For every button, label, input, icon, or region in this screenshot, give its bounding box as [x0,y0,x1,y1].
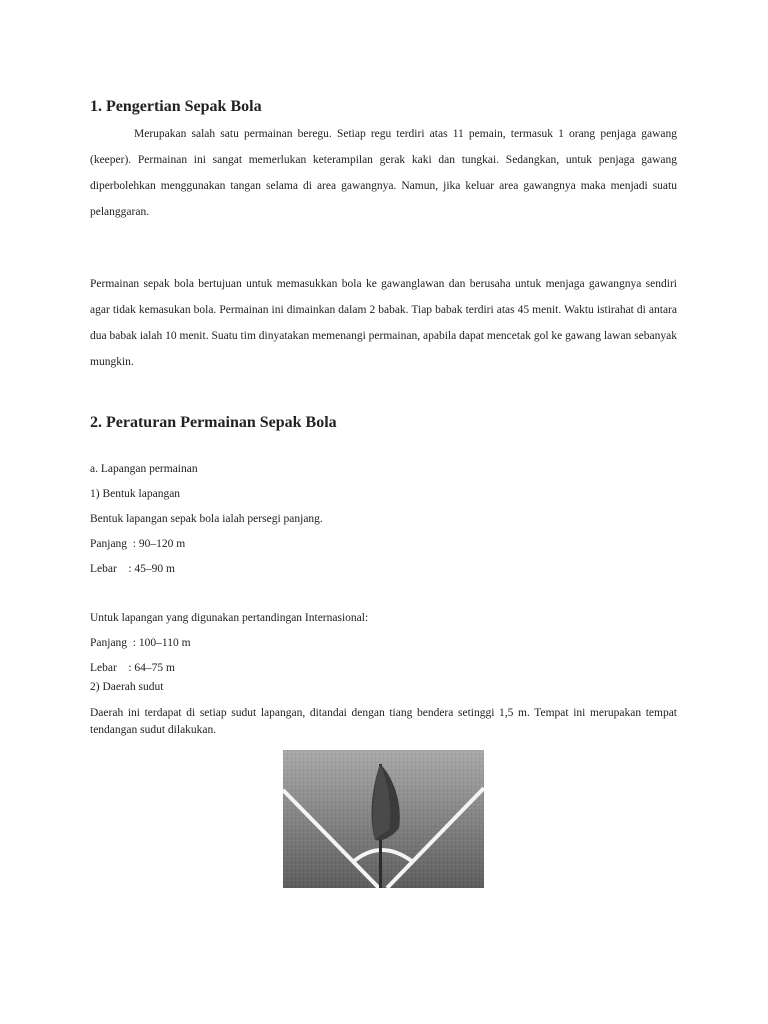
corner-text: Daerah ini terdapat di setiap sudut lapangan, ditandai dengan tiang bendera setinggi 1,5 m. Tempat ini merupakan tempat tendangan sudut dilakukan. [90,707,677,736]
corner-flag-illustration [283,750,484,888]
section1-paragraph2: Permainan sepak bola bertujuan untuk memasukkan bola ke gawanglawan dan berusaha untuk menjaga gawangnya sendiri agar tidak kemasukan bola. Permainan ini dimainkan dalam 2 babak. Tiap babak terdiri atas 45 menit. Waktu istirahat di antara dua babak ialah 10 menit. Suatu tim dinyatakan memenangi permainan, apabila dapat mencetak gol ke gawang lawan sebanyak mungkin. [90,278,677,368]
item-a-label: a. Lapangan permainan [90,463,198,475]
section1-paragraph1: Merupakan salah satu permainan beregu. Setiap regu terdiri atas 11 pemain, termasuk 1 orang penjaga gawang (keeper). Permainan ini sangat memerlukan keterampilan gerak kaki dan tungkai. Sedangkan, untuk penjaga gawang diperbolehkan menggunakan tangan selama di area gawangnya. Namun, jika keluar area gawangnya maka menjadi suatu pelanggaran. [90,128,677,218]
shape-text: Bentuk lapangan sepak bola ialah persegi panjang. [90,513,323,525]
lebar-standard: Lebar : 45–90 m [90,563,175,575]
item-2-label: 2) Daerah sudut [90,681,164,693]
section1-heading: 1. Pengertian Sepak Bola [90,98,262,115]
corner-flag-photo [283,750,484,888]
item-1-label: 1) Bentuk lapangan [90,488,181,500]
section2-heading: 2. Peraturan Permainan Sepak Bola [90,414,337,431]
lebar-international: Lebar : 64–75 m [90,662,175,674]
panjang-international: Panjang : 100–110 m [90,637,191,649]
international-text: Untuk lapangan yang digunakan pertandingan Internasional: [90,612,369,624]
panjang-standard: Panjang : 90–120 m [90,538,186,550]
